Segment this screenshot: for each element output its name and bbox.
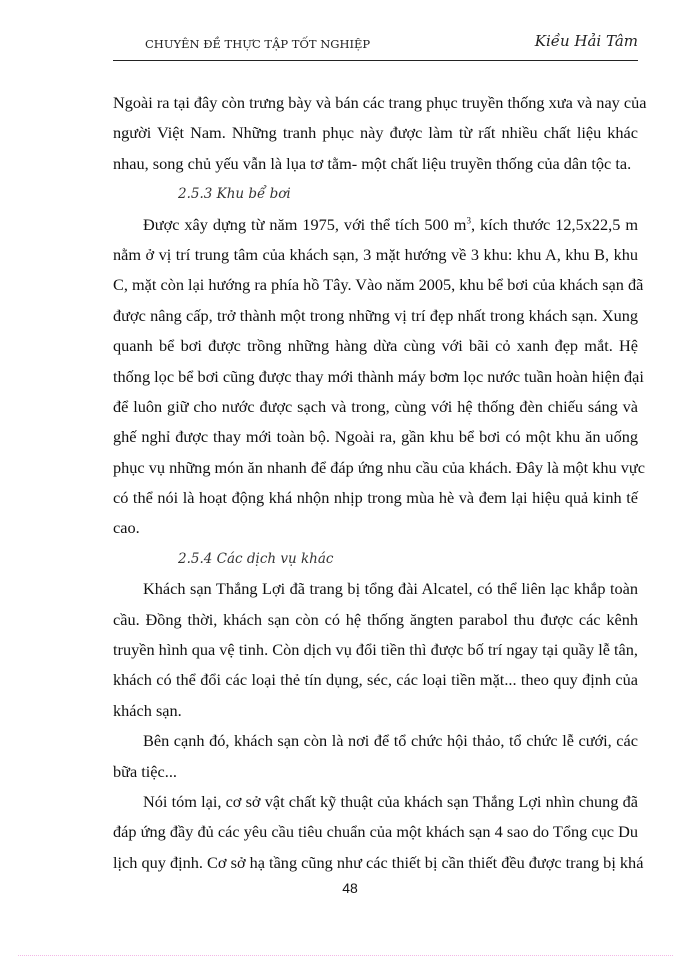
paragraph-line: phục vụ những món ăn nhanh để đáp ứng nhu cầu của khách. Đây là một khu vực <box>113 457 645 477</box>
paragraph-line <box>113 210 638 240</box>
paragraph-line: ghế nghỉ được thay mới toàn bộ. Ngoài ra, gần khu bể bơi có một khu ăn uống <box>113 427 638 447</box>
paragraph-line: Khách sạn Thắng Lợi đã trang bị tổng đài Alcatel, có thể liên lạc khắp toàn <box>143 579 638 599</box>
paragraph-line: quanh bể bơi được trồng những hàng dừa cùng với bãi cỏ xanh đẹp mắt. Hệ <box>113 336 638 356</box>
page-number: 48 <box>342 880 358 896</box>
paragraph-line: để luôn giữ cho nước được sạch và trong, cùng với hệ thống đèn chiếu sáng và <box>113 396 638 416</box>
line-text: Được xây dựng từ năm 1975, với thể tích 500 m <box>143 214 467 234</box>
paragraph-line: khách có thể đổi các loại thẻ tín dụng, séc, các loại tiền mặt... theo quy định của <box>113 670 638 690</box>
paragraph-line: có thể nói là hoạt động khá nhộn nhịp trong mùa hè và đem lại hiệu quả kinh tế <box>113 488 638 508</box>
paragraph-line: nằm ở vị trí trung tâm của khách sạn, 3 mặt hướng về 3 khu: khu A, khu B, khu <box>113 244 638 264</box>
paragraph-line: đáp ứng đầy đủ các yêu cầu tiêu chuẩn của một khách sạn 4 sao do Tổng cục Du <box>113 822 638 842</box>
paragraph-line: nhau, song chủ yếu vẫn là lụa tơ tằm- một chất liệu truyền thống của dân tộc ta. <box>113 153 632 173</box>
paragraph-line: Bên cạnh đó, khách sạn còn là nơi để tổ chức hội thảo, tổ chức lễ cưới, các <box>143 731 638 751</box>
header-title: CHUYÊN ĐỀ THỰC TẬP TỐT NGHIỆP <box>145 37 371 51</box>
paragraph-line: lịch quy định. Cơ sở hạ tầng cũng như các thiết bị cần thiết đều được trang bị khá <box>113 852 644 872</box>
paragraph-line: Nói tóm lại, cơ sở vật chất kỹ thuật của khách sạn Thắng Lợi nhìn chung đã <box>143 791 638 811</box>
header-author: Kiều Hải Tâm <box>534 32 638 50</box>
paragraph-line: Ngoài ra tại đây còn trưng bày và bán các trang phục truyền thống xưa và nay của <box>113 93 647 112</box>
line-text: , kích thước 12,5x22,5 m <box>470 214 638 234</box>
paragraph-line: thống lọc bể bơi cũng được thay mới thành máy bơm lọc nước tuần hoàn hiện đại <box>113 366 644 386</box>
section-heading-2-5-4: 2.5.4 Các dịch vụ khác <box>178 550 334 567</box>
paragraph-line: cao. <box>113 518 140 538</box>
paragraph-line: được nâng cấp, trở thành một trong những vị trí đẹp nhất trong khách sạn. Xung <box>113 305 638 325</box>
superscript: 3 <box>466 215 471 226</box>
paragraph-line: người Việt Nam. Những tranh phục này được làm từ rất nhiều chất liệu khác <box>113 123 638 143</box>
page-header <box>113 34 638 61</box>
paragraph-line: cầu. Đồng thời, khách sạn còn có hệ thống ăngten parabol thu được các kênh <box>113 609 638 629</box>
page-boundary-divider <box>18 955 673 956</box>
paragraph-line: bữa tiệc... <box>113 761 177 781</box>
paragraph-line: khách sạn. <box>113 700 182 720</box>
paragraph-line: truyền hình qua vệ tinh. Còn dịch vụ đổi tiền thì được bố trí ngay tại quầy lễ tân, <box>113 640 638 660</box>
paragraph-line: C, mặt còn lại hướng ra phía hồ Tây. Vào năm 2005, khu bể bơi của khách sạn đã <box>113 275 644 295</box>
section-heading-2-5-3: 2.5.3 Khu bể bơi <box>178 186 291 203</box>
document-body <box>113 88 647 878</box>
